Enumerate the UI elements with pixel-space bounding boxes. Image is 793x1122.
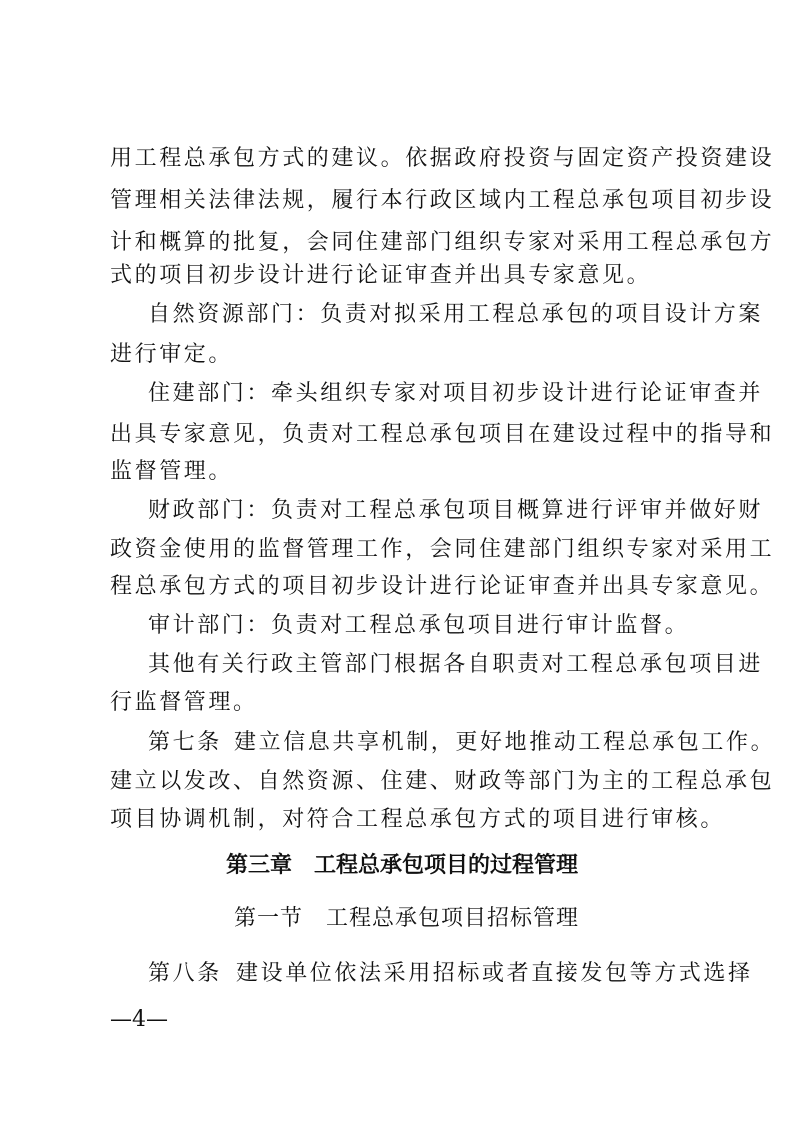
line-text: 监督管理。 xyxy=(110,459,234,484)
paragraph-line xyxy=(0,645,793,685)
chapter-heading xyxy=(0,846,793,886)
line-text: 式的项目初步设计进行论证审查并出具专家意见。 xyxy=(110,263,652,288)
line-text: 进行审定。 xyxy=(110,342,234,367)
paragraph-line xyxy=(0,800,793,840)
article-7-line xyxy=(0,723,793,763)
paragraph-line xyxy=(0,295,793,335)
paragraph-line xyxy=(0,530,793,570)
paragraph-line xyxy=(0,606,793,646)
line-text: 住建部门：牵头组织专家对项目初步设计进行论证审查并 xyxy=(148,381,764,406)
paragraph-line xyxy=(0,683,793,723)
article-8-label: 第八条 xyxy=(148,961,222,986)
paragraph-line xyxy=(0,415,793,455)
line-text: 用工程总承包方式的建议。依据政府投资与固定资产投资建设 xyxy=(110,146,775,171)
line-text: 程总承包方式的项目初步设计进行论证审查并出具专家意见。 xyxy=(110,574,775,599)
paragraph-line xyxy=(0,452,793,492)
paragraph-line xyxy=(0,567,793,607)
paragraph-line xyxy=(0,374,793,414)
paragraph-line xyxy=(0,335,793,375)
section-heading-text: 第一节 工程总承包项目招标管理 xyxy=(234,906,580,931)
line-text: 其他有关行政主管部门根据各自职责对工程总承包项目进 xyxy=(148,652,764,677)
section-heading xyxy=(0,899,793,939)
line-text: 建立信息共享机制，更好地推动工程总承包工作。 xyxy=(234,730,776,755)
line-text: 财政部门：负责对工程总承包项目概算进行评审并做好财 xyxy=(148,498,764,523)
line-text: 项目协调机制，对符合工程总承包方式的项目进行审核。 xyxy=(110,807,726,832)
paragraph-line xyxy=(0,256,793,296)
line-text: 建立以发改、自然资源、住建、财政等部门为主的工程总承包 xyxy=(110,769,775,794)
line-text: 行监督管理。 xyxy=(110,690,258,715)
paragraph-line xyxy=(0,762,793,802)
article-8-line xyxy=(0,954,793,994)
paragraph-line xyxy=(0,181,793,221)
line-text: 政资金使用的监督管理工作，会同住建部门组织专家对采用工 xyxy=(110,537,775,562)
article-8-text: 建设单位依法采用招标或者直接发包等方式选择 xyxy=(236,961,753,986)
paragraph-line xyxy=(0,139,793,179)
line-text: 计和概算的批复，会同住建部门组织专家对采用工程总承包方 xyxy=(110,230,775,255)
line-text: 审计部门：负责对工程总承包项目进行审计监督。 xyxy=(148,613,690,638)
page-number: —4— xyxy=(110,1007,168,1032)
line-text: 出具专家意见，负责对工程总承包项目在建设过程中的指导和 xyxy=(110,422,775,447)
line-text: 管理相关法律法规，履行本行政区域内工程总承包项目初步设 xyxy=(110,188,775,213)
chapter-heading-text: 第三章 工程总承包项目的过程管理 xyxy=(226,853,579,878)
article-7-label: 第七条 xyxy=(148,730,222,755)
paragraph-line xyxy=(0,491,793,531)
line-text: 自然资源部门：负责对拟采用工程总承包的项目设计方案 xyxy=(148,302,764,327)
